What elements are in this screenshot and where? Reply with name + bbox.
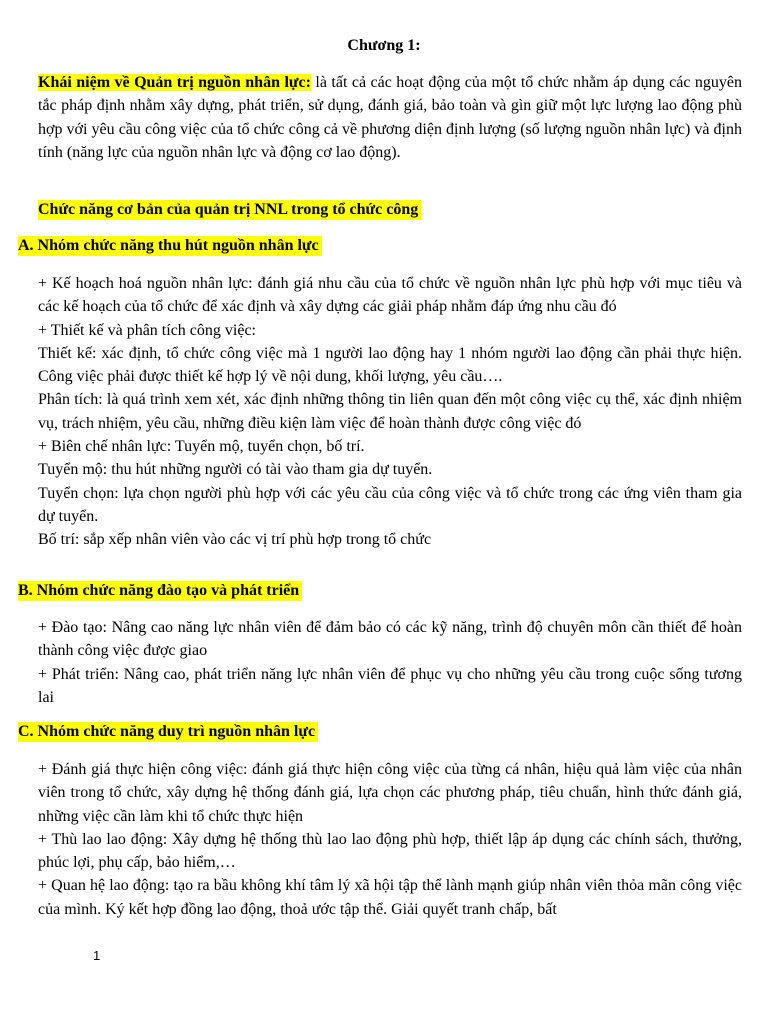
section-a-line: + Biên chế nhân lực: Tuyển mộ, tuyển chọn, bố trí. bbox=[38, 438, 365, 456]
section-a-heading: A. Nhóm chức năng thu hút nguồn nhân lực bbox=[18, 236, 322, 256]
section-c-line: + Đánh giá thực hiện công việc: đánh giá thực hiện công việc của từng cá nhân, hiệu quả làm việc của nhân viên trong tổ chức, xây dựng hệ thống đánh giá, lựa chọn các phương pháp, tiêu chuẩn, hình thức đánh giá, những việc cần làm khi tổ chức thực hiện bbox=[38, 761, 742, 825]
section-a-line: Tuyển chọn: lựa chọn người phù hợp với các yêu cầu của công việc và tổ chức trong các ứng viên tham gia dự tuyển. bbox=[38, 484, 742, 525]
section-c-line: + Thù lao lao động: Xây dựng hệ thống thù lao lao động phù hợp, thiết lập áp dụng các chính sách, thưởng, phúc lợi, phụ cấp, bảo hiểm,… bbox=[38, 830, 742, 872]
section-a-line: Phân tích: là quá trình xem xét, xác định những thông tin liên quan đến một công việc cụ thể, xác định nhiệm vụ, trách nhiệm, yêu cầu, những điều kiện làm việc để hoàn thành được công việc đó bbox=[38, 391, 742, 432]
section-b-body bbox=[38, 616, 742, 709]
section-a-line: Tuyển mộ: thu hút những người có tài vào tham gia dự tuyển. bbox=[38, 461, 433, 479]
intro-definition: là tất cả các hoạt động của một tổ chức nhằm áp dụng các nguyên tắc pháp định nhằm xây dựng, phát triển, sử dụng, đánh giá, bảo toàn và gìn giữ một lực lượng lao động phù hợp với yêu cầu công việc của tổ chức công cả về phương diện định lượng (số lượng nguồn nhân lực) và định tính (năng lực của nguồn nhân lực và động cơ lao động). bbox=[38, 74, 742, 161]
section-a-line: Thiết kế: xác định, tổ chức công việc mà 1 người lao động hay 1 nhóm người lao động cần phải thực hiện. Công việc phải được thiết kế hợp lý về nội dung, khối lượng, yêu cầu…. bbox=[38, 344, 742, 386]
section-a-line: + Thiết kế và phân tích công việc: bbox=[38, 321, 256, 339]
section-b-line: + Đào tạo: Nâng cao năng lực nhân viên để đảm bảo có các kỹ năng, trình độ chuyên môn cần thiết để hoàn thành công việc được giao bbox=[38, 619, 742, 660]
page-number: 1 bbox=[93, 948, 101, 963]
section-c-heading: C. Nhóm chức năng duy trì nguồn nhân lực bbox=[18, 722, 318, 742]
intro-term: Khái niệm về Quản trị nguồn nhân lực: bbox=[38, 74, 311, 91]
intro-paragraph bbox=[38, 71, 742, 164]
section-a-line: + Kế hoạch hoá nguồn nhân lực: đánh giá nhu cầu của tổ chức về nguồn nhân lực phù hợp với mục tiêu và các kế hoạch của tổ chức để xác định và xây dựng các giải pháp nhằm đáp ứng nhu cầu đó bbox=[38, 275, 742, 316]
section-b-line: + Phát triển: Nâng cao, phát triển năng lực nhân viên để phục vụ cho những yêu cầu trong cuộc sống tương lai bbox=[38, 665, 742, 706]
chapter-title: Chương 1: bbox=[347, 37, 421, 54]
section-c-line: + Quan hệ lao động: tạo ra bầu không khí tâm lý xã hội tập thể lành mạnh giúp nhân viên thỏa mãn công việc của mình. Ký kết hợp đồng lao động, thoả ước tập thể. Giải quyết tranh chấp, bất bbox=[38, 877, 742, 918]
section-b-heading: B. Nhóm chức năng đào tạo và phát triển bbox=[18, 581, 302, 601]
section-c-body bbox=[38, 758, 742, 921]
section-a-line: Bố trí: sắp xếp nhân viên vào các vị trí phù hợp trong tổ chức bbox=[38, 531, 432, 549]
functions-heading: Chức năng cơ bản của quản trị NNL trong tổ chức công bbox=[38, 200, 421, 220]
section-a-body bbox=[38, 272, 742, 552]
